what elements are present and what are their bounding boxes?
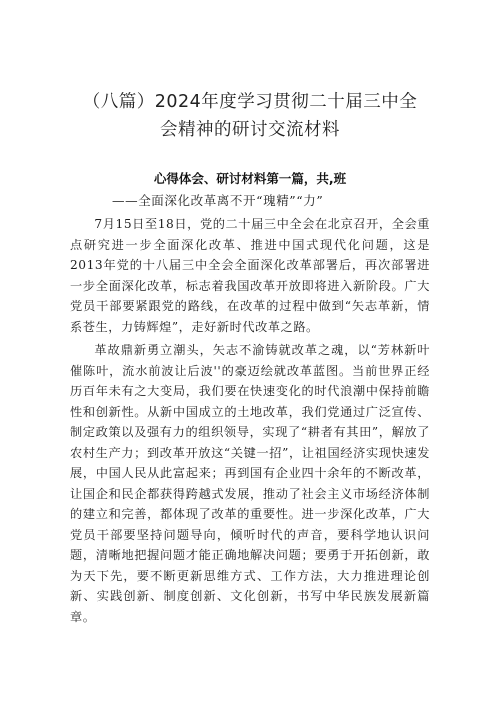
document-title	[70, 88, 430, 144]
document-title-line-1: （八篇）2024年度学习贯彻二十届三中全	[82, 92, 418, 112]
body-paragraph-1: 7月15日至18日，党的二十届三中全会在北京召开，全会重点研究进一步全面深化改革、推进中国式现代化问题，这是2013年党的十八届三中全会全面深化改革部署后，再次部署进一步全面深化改革，标志着我国改革开放即将进入新阶段。广大党员干部要紧跟党的路线，在改革的过程中做到“矢志革新，情系苍生，力铸辉煌”，走好新时代改革之路。	[70, 217, 430, 334]
document-title-line-2: 会精神的研讨交流材料	[160, 120, 340, 140]
section-title: 心得体会、研讨材料第一篇，共,班	[153, 171, 347, 186]
section-subtitle: ——全面深化改革离不开“瑰精”“力”	[112, 193, 324, 208]
body-paragraph-2: 革故鼎新勇立潮头，矢志不渝铸就改革之魂，以“芳林新叶催陈叶，流水前波让后波''的豪迈绘就改革蓝图。当前世界正经历百年未有之大变局，我们要在快速变化的时代浪潮中保持前瞻性和创新性。从新中国成立的土地改革，我们党通过广泛宣传、制定政策以及强有力的组织领导，实现了“耕者有其田”，解放了农村生产力；到改革开放这“关键一招”，让祖国经济实现快速发展，中国人民从此富起来；再到国有企业四十余年的不断改革，让国企和民企都获得跨越式发展，推动了社会主义市场经济体制的建立和完善，都体现了改革的重要性。进一步深化改革，广大党员干部要坚持问题导向，倾听时代的声音，要科学地认识问题，清晰地把握问题才能正确地解决问题；要勇于开拓创新，敢为天下先，要不断更新思维方式、工作方法，大力推进理论创新、实践创新、制度创新、文化创新，书写中华民族发展新篇章。	[70, 343, 430, 624]
